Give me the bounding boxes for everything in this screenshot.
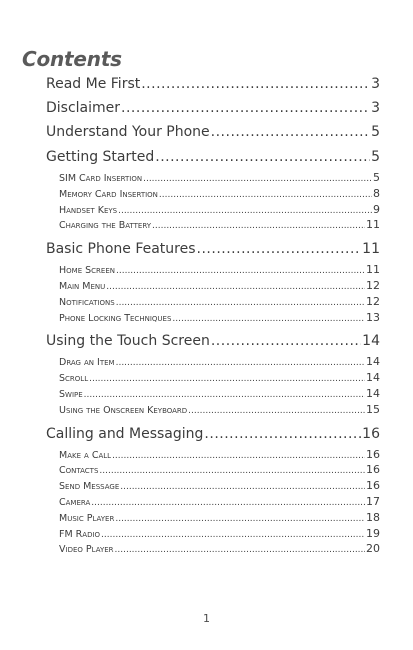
toc-subentry-title: Main Menu [59, 280, 106, 292]
toc-subentry-title: Handset Keys [59, 204, 118, 216]
dot-leader [89, 372, 365, 386]
dot-leader [120, 480, 365, 494]
toc-entry-page: 5 [371, 124, 380, 140]
toc-subentry-page: 16 [366, 463, 380, 477]
toc-entry[interactable] [46, 240, 380, 258]
toc-entry-page: 3 [371, 76, 380, 92]
dot-leader [211, 332, 361, 350]
toc-subentry-page: 12 [366, 278, 380, 292]
toc-subentry[interactable] [59, 262, 380, 278]
toc-subentry-page: 11 [366, 218, 380, 232]
toc-subentry-title: Using the Onscreen Keyboard [59, 404, 188, 416]
toc-subentry[interactable] [59, 294, 380, 310]
toc-entry-title: Using the Touch Screen [46, 333, 210, 350]
toc-subentry[interactable] [59, 447, 380, 463]
toc-entry[interactable] [46, 332, 380, 350]
toc-subentry-page: 14 [366, 355, 380, 369]
toc-subentry-page: 20 [366, 542, 380, 556]
toc-subentry-title: FM Radio [59, 528, 101, 540]
dot-leader [188, 404, 365, 418]
toc-subentry[interactable] [59, 526, 380, 542]
toc-subentry-page: 14 [366, 371, 380, 385]
dot-leader [141, 75, 370, 93]
toc-subentry-title: Notifications [59, 296, 115, 308]
toc-subentry[interactable] [59, 310, 380, 326]
toc-subentry-title: Home Screen [59, 265, 115, 277]
dot-leader [211, 123, 370, 141]
dot-leader [99, 464, 365, 478]
toc-subentry-title: Video Player [59, 544, 114, 556]
toc-entry-page: 16 [362, 425, 380, 442]
toc-subentry-title: Music Player [59, 512, 115, 524]
toc-subentry-page: 11 [366, 263, 380, 277]
dot-leader [197, 240, 362, 258]
toc-subentry[interactable] [59, 170, 380, 186]
toc-subentry-page: 16 [366, 447, 380, 461]
toc-subentry-page: 8 [373, 186, 380, 200]
toc-subentry[interactable] [59, 510, 380, 526]
toc-subentry-title: Drag an Item [59, 357, 115, 369]
toc-subentry-title: Swipe [59, 388, 83, 400]
dot-leader [204, 425, 361, 443]
toc-entry[interactable] [46, 148, 380, 166]
toc-entry[interactable] [46, 75, 380, 93]
toc-entry-page: 5 [371, 149, 380, 165]
toc-subentry-page: 15 [366, 402, 380, 416]
contents-heading: Contents [22, 47, 122, 71]
toc-subentry[interactable] [59, 541, 380, 557]
toc-subentry-title: Phone Locking Techniques [59, 312, 172, 324]
toc-entry[interactable] [46, 99, 380, 117]
dot-leader [116, 264, 365, 278]
toc-subentry-page: 17 [366, 494, 380, 508]
toc-subentry-title: Make a Call [59, 449, 112, 461]
toc-subentry-page: 16 [366, 479, 380, 493]
toc-entry[interactable] [46, 425, 380, 443]
toc-entry-page: 11 [362, 241, 380, 258]
toc-subentry[interactable] [59, 402, 380, 418]
toc-subentry-title: Memory Card Insertion [59, 188, 158, 200]
dot-leader [112, 449, 365, 463]
toc-subentry-title: SIM Card Insertion [59, 173, 143, 184]
toc-subentry-page: 19 [366, 526, 380, 540]
toc-subentry[interactable] [59, 386, 380, 402]
dot-leader [159, 188, 372, 202]
toc-entry-title: Getting Started [46, 149, 155, 165]
toc-subentry[interactable] [59, 202, 380, 218]
toc-entry-page: 14 [362, 333, 380, 350]
toc-subentry-title: Send Message [59, 481, 120, 493]
toc-subentry[interactable] [59, 478, 380, 494]
toc-entry-title: Read Me First [46, 76, 141, 92]
dot-leader [101, 528, 365, 542]
dot-leader [116, 356, 365, 370]
page-number: 1 [203, 612, 210, 625]
toc-subentry[interactable] [59, 494, 380, 510]
dot-leader [155, 148, 370, 166]
toc-subentry-title: Scroll [59, 373, 89, 385]
toc-entry-title: Understand Your Phone [46, 124, 210, 140]
toc-subentry-page: 5 [373, 171, 380, 184]
toc-subentry[interactable] [59, 217, 380, 233]
toc-subentry-page: 14 [366, 386, 380, 400]
toc-subentry-page: 12 [366, 294, 380, 308]
toc-entry-title: Basic Phone Features [46, 241, 196, 258]
dot-leader [115, 512, 365, 526]
toc-subentry[interactable] [59, 186, 380, 202]
toc-subentry-page: 13 [366, 310, 380, 324]
dot-leader [91, 496, 365, 510]
toc-subentry-page: 18 [366, 510, 380, 524]
toc-subentry[interactable] [59, 462, 380, 478]
dot-leader [121, 99, 370, 117]
toc-entry-title: Disclaimer [46, 100, 121, 116]
toc-subentry[interactable] [59, 370, 380, 386]
toc-subentry[interactable] [59, 354, 380, 370]
dot-leader [115, 543, 365, 557]
dot-leader [116, 296, 365, 310]
table-of-contents [46, 75, 380, 557]
toc-subentry-title: Charging the Battery [59, 220, 152, 232]
dot-leader [118, 204, 372, 218]
toc-subentry-page: 9 [373, 202, 380, 216]
dot-leader [152, 219, 365, 233]
toc-subentry[interactable] [59, 278, 380, 294]
toc-entry-page: 3 [371, 100, 380, 116]
dot-leader [106, 280, 365, 294]
toc-subentry-title: Camera [59, 496, 91, 508]
toc-entry-title: Calling and Messaging [46, 425, 204, 442]
dot-leader [172, 312, 365, 326]
toc-entry[interactable] [46, 123, 380, 141]
dot-leader [143, 172, 372, 186]
toc-subentry-title: Contacts [59, 465, 99, 477]
dot-leader [84, 388, 365, 402]
